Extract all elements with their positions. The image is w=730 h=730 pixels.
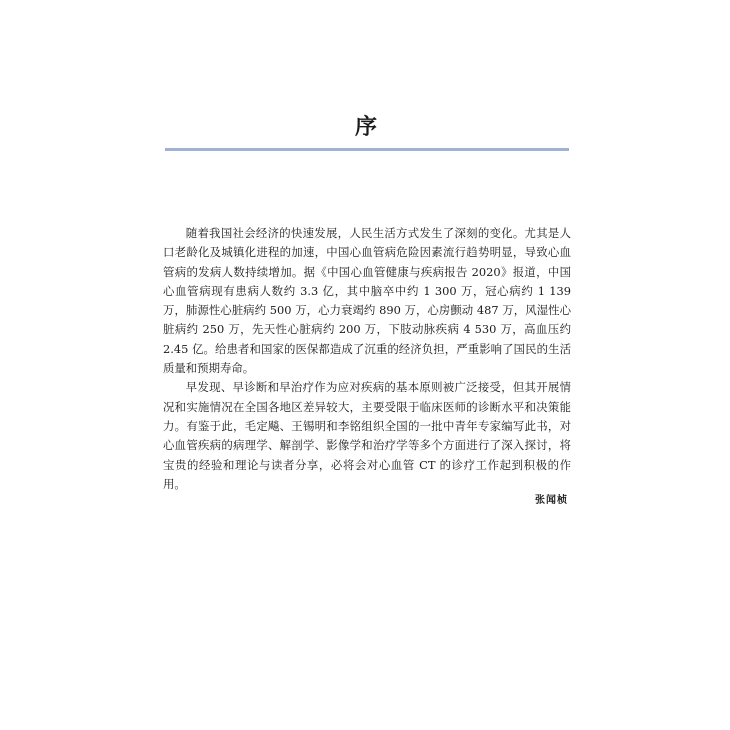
- paragraph-2: 早发现、早诊断和早治疗作为应对疾病的基本原则被广泛接受，但其开展情况和实施情况在全国各地区差异较大，主要受限于临床医师的诊断水平和决策能力。有鉴于此，毛定飚、王锡明和李铭组织全国的一批中青年专家编写此书，对心血管疾病的病理学、解剖学、影像学和治疗学等多个方面进行了深入探讨，将宝贵的经验和理论与读者分享，必将会对心血管 CT 的诊疗工作起到积极的作用。: [163, 380, 571, 491]
- preface-body: [163, 224, 571, 494]
- paragraph-1: 随着我国社会经济的快速发展，人民生活方式发生了深刻的变化。尤其是人口老龄化及城镇化进程的加速，中国心血管病危险因素流行趋势明显，导致心血管病的发病人数持续增加。据《中国心血管健康与疾病报告 2020》报道，中国心血管病现有患病人数约 3.3 亿，其中脑卒中约 1 300 万，冠心病约 1 139 万，肺源性心脏病约 500 万，心力衰竭约 890 万，心房颤动 487 万，风湿性心脏病约 250 万，先天性心脏病约 200 万，下肢动脉疾病 4 530 万，高血压约 2.45 亿。给患者和国家的医保都造成了沉重的经济负担，严重影响了国民的生活质量和预期寿命。: [163, 226, 571, 376]
- title-divider: [165, 148, 569, 151]
- page-title: 序: [354, 114, 379, 140]
- author-signature: 张闻桢: [535, 495, 568, 506]
